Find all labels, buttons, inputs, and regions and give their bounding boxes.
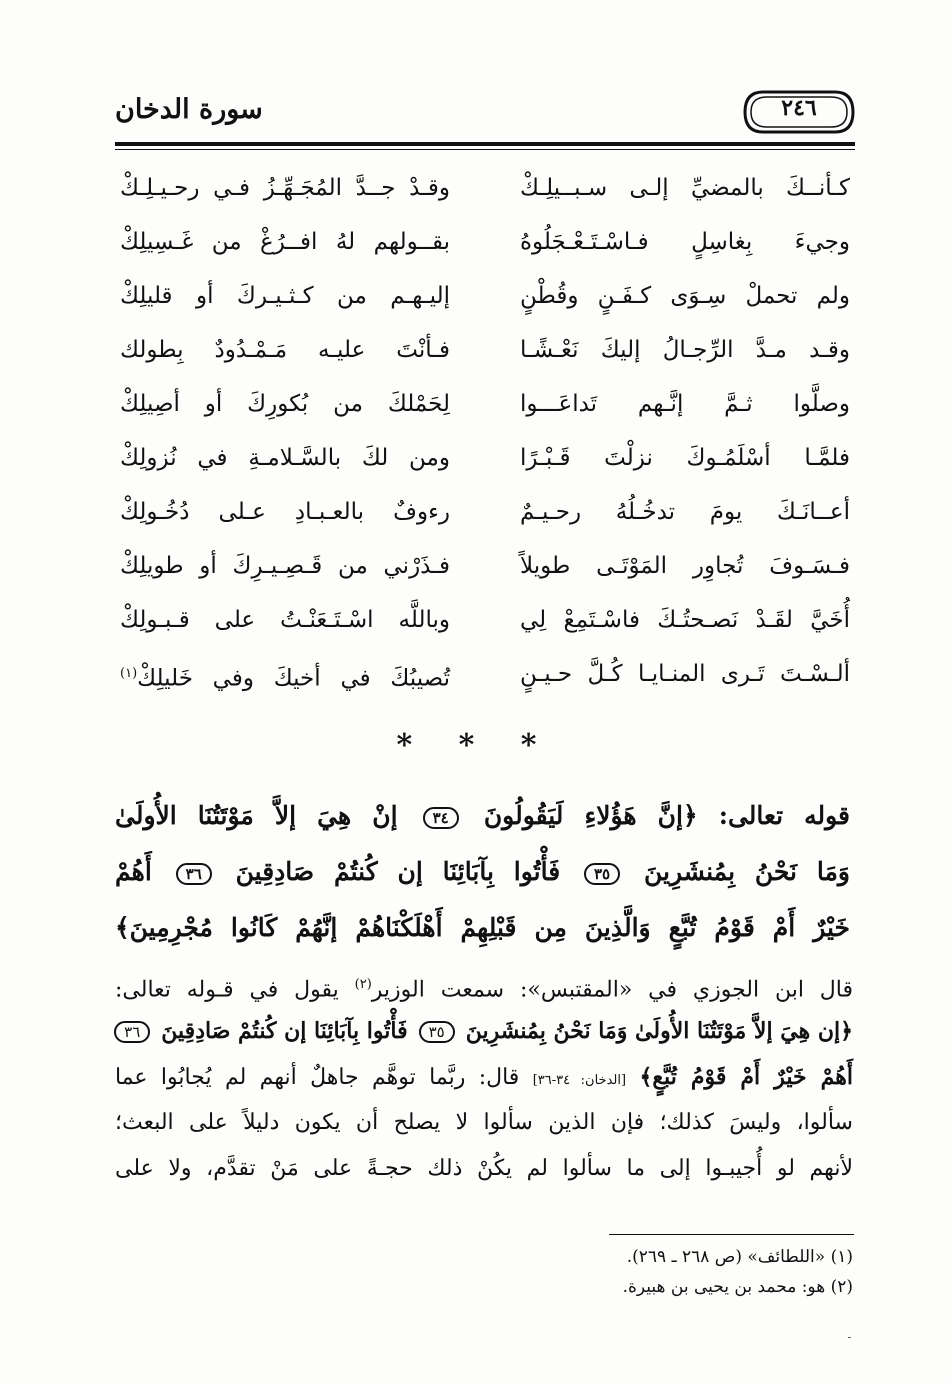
quran-text: فَأْتُوا بِآبَائِنَا إن كُنتُمْ صَادِقِينَ bbox=[235, 857, 561, 886]
verse-first-hemistich: فلمَّـا أسْلَمُـوكَ نزلْتَ قَـبْـرًا bbox=[520, 445, 850, 471]
body-line bbox=[115, 1008, 853, 1054]
verse bbox=[120, 276, 850, 330]
verse bbox=[120, 330, 850, 384]
bottom-mark: ـ bbox=[848, 1330, 851, 1341]
page-number-badge bbox=[743, 88, 855, 136]
ayah-number-marker: ٣٤ bbox=[423, 807, 459, 829]
verse bbox=[120, 222, 850, 276]
quran-text: إنْ هِيَ إلاَّ مَوْتَتُنَا الأُولَىٰ bbox=[115, 801, 398, 830]
surah-reference: [الدخان: ٣٤-٣٦] bbox=[532, 1073, 627, 1088]
ayah-number-marker: ٣٦ bbox=[114, 1021, 150, 1043]
verse-first-hemistich: أُخَيَّ لقَـدْ نَصـحتُـكَ فاسْـتَمِعْ لِي bbox=[520, 607, 850, 633]
poem bbox=[120, 168, 850, 708]
verse-second-hemistich bbox=[120, 654, 450, 699]
verse-second-hemistich: إليـهـم من كـثـيـركَ أو قليلِكْ bbox=[120, 283, 450, 309]
footnote-rule bbox=[609, 1234, 854, 1235]
header-rule bbox=[115, 142, 855, 146]
footnote: (١) «اللطائف» (ص ٢٦٨ ـ ٢٦٩). bbox=[626, 1247, 853, 1267]
verse bbox=[120, 492, 850, 546]
section-separator: * * * bbox=[396, 728, 555, 763]
quran-line: خَيْرٌ أَمْ قَوْمُ تُبَّعٍ وَالَّذِينَ مِن قَبْلِهِمْ أَهْلَكْنَاهُمْ إنَّهُمْ كَانُوا مُجْرِمِينَ﴾ bbox=[115, 913, 850, 942]
verse-second-hemistich: لِحَمْلكَ من بُكورِكَ أو أصِيلِكْ bbox=[120, 391, 450, 417]
quran-quote: فَأْتُوا بِآبَائِنَا إن كُنتُمْ صَادِقِينَ bbox=[161, 1018, 408, 1044]
verse bbox=[120, 654, 850, 708]
verse-second-hemistich: رءوفٌ بالعـبـادِ عـلى دُخُـولِكْ bbox=[120, 499, 450, 525]
quran-line bbox=[115, 788, 850, 844]
verse-first-hemistich: وقـد مـدَّ الرِّجـالُ إليكَ نَعْـشًـا bbox=[520, 337, 850, 363]
verse bbox=[120, 546, 850, 600]
ayah-number-marker: ٣٥ bbox=[584, 863, 620, 885]
verse bbox=[120, 438, 850, 492]
surah-title: سورة الدخان bbox=[115, 94, 263, 125]
footnote-ref: (٢) bbox=[354, 977, 372, 992]
footnote: (٢) هو: محمد بن يحيى بن هبيرة. bbox=[622, 1277, 853, 1297]
body-line bbox=[115, 1054, 853, 1100]
quran-quote: أَهُمْ خَيْرٌ أَمْ قَوْمُ تُبَّعٍ﴾ bbox=[639, 1064, 853, 1090]
verse-first-hemistich: ألـسْـتَ تَـرى المنـايـا كُـلَّ حـيـنٍ bbox=[520, 661, 850, 687]
verse bbox=[120, 168, 850, 222]
verse bbox=[120, 600, 850, 654]
footnotes bbox=[118, 1242, 853, 1302]
hemistich-text: تُصيبُكَ في أخيكَ وفي خَليلِكْ bbox=[137, 665, 450, 692]
verse-second-hemistich: ومن لكَ بالسَّـلامـةِ في نُزولِكْ bbox=[120, 445, 450, 471]
verse-second-hemistich: فـذَرْني من قَـصِـيـرِكَ أو طويلِكْ bbox=[120, 553, 450, 579]
ayah-number-marker: ٣٥ bbox=[419, 1021, 455, 1043]
commentary bbox=[115, 962, 853, 1192]
body-text: قال ابن الجوزي في «المقتبس»: سمعت الوزير bbox=[371, 977, 854, 1003]
verse-second-hemistich: وباللَّه اسْـتَـعَنْـتُ على قـبـولِكْ bbox=[120, 607, 450, 633]
verse-first-hemistich: ولم تحملْ سِـوَى كـفَـنٍ وقُطْنٍ bbox=[520, 283, 850, 309]
verse-second-hemistich: وقـدْ جــدَّ المُجَـهِّـزُ فـي رحـيـلِـكْ bbox=[120, 175, 450, 201]
verse-first-hemistich: وصلَّوا ثـمَّ إنَّـهم تَداعَـــوا bbox=[520, 391, 850, 417]
verse-first-hemistich: فـسَـوفَ تُجاوِر المَوْتَـى طويلاً bbox=[520, 553, 850, 579]
verse-second-hemistich: بقــولهم لهُ افــرُغْ من غَـسِيلِكْ bbox=[120, 229, 450, 255]
page-number: ٢٤٦ bbox=[781, 95, 817, 121]
quran-quote: ﴿إن هِيَ إلاَّ مَوْتَتُنَا الأُولَىٰ وَمَا نَحْنُ بِمُنشَرِينَ bbox=[465, 1018, 853, 1044]
body-line: سألوا، وليسَ كذلك؛ فإن الذين سألوا لا يصلح أن يكون دليلاً على البعث؛ bbox=[115, 1110, 853, 1135]
quran-text: وَمَا نَحْنُ بِمُنشَرِينَ bbox=[643, 857, 850, 886]
ayah-number-marker: ٣٦ bbox=[176, 863, 212, 885]
verse bbox=[120, 384, 850, 438]
verse-first-hemistich: أعــانَـكَ يومَ تدخُـلُهُ رحـيـمٌ bbox=[520, 499, 850, 525]
body-line: لأنهم لو أُجيبـوا إلى ما سألوا لم يكُنْ ذلك حجـةً على مَنْ تقدَّم، ولا على bbox=[115, 1156, 853, 1181]
quran-text: قوله تعالى: ﴿إنَّ هَؤُلاءِ لَيَقُولُونَ bbox=[483, 801, 850, 830]
body-text: يقول في قـوله تعالى: bbox=[115, 977, 339, 1003]
quran-text: أَهُمْ bbox=[115, 857, 152, 886]
quran-line bbox=[115, 844, 850, 900]
header-rule-thin bbox=[115, 149, 855, 150]
verse-second-hemistich: فـأنْتَ عليـه مَـمْـدُودٌ بِطولك bbox=[120, 337, 450, 363]
body-text: قال: ربَّما توهَّم جاهلٌ أنهم لم يُجابُوا عما bbox=[115, 1065, 520, 1090]
verse-first-hemistich: وجيءَ بِغاسِلٍ فـاسْـتَـعْـجَلُوهُ bbox=[520, 229, 850, 255]
quran-passage bbox=[115, 788, 850, 956]
body-line bbox=[115, 962, 853, 1008]
page-header bbox=[115, 88, 855, 140]
footnote-ref: (١) bbox=[120, 666, 138, 681]
verse-first-hemistich: كـأنــكَ بالمضيِّ إلـى سـبــيلِـكْ bbox=[520, 175, 850, 201]
